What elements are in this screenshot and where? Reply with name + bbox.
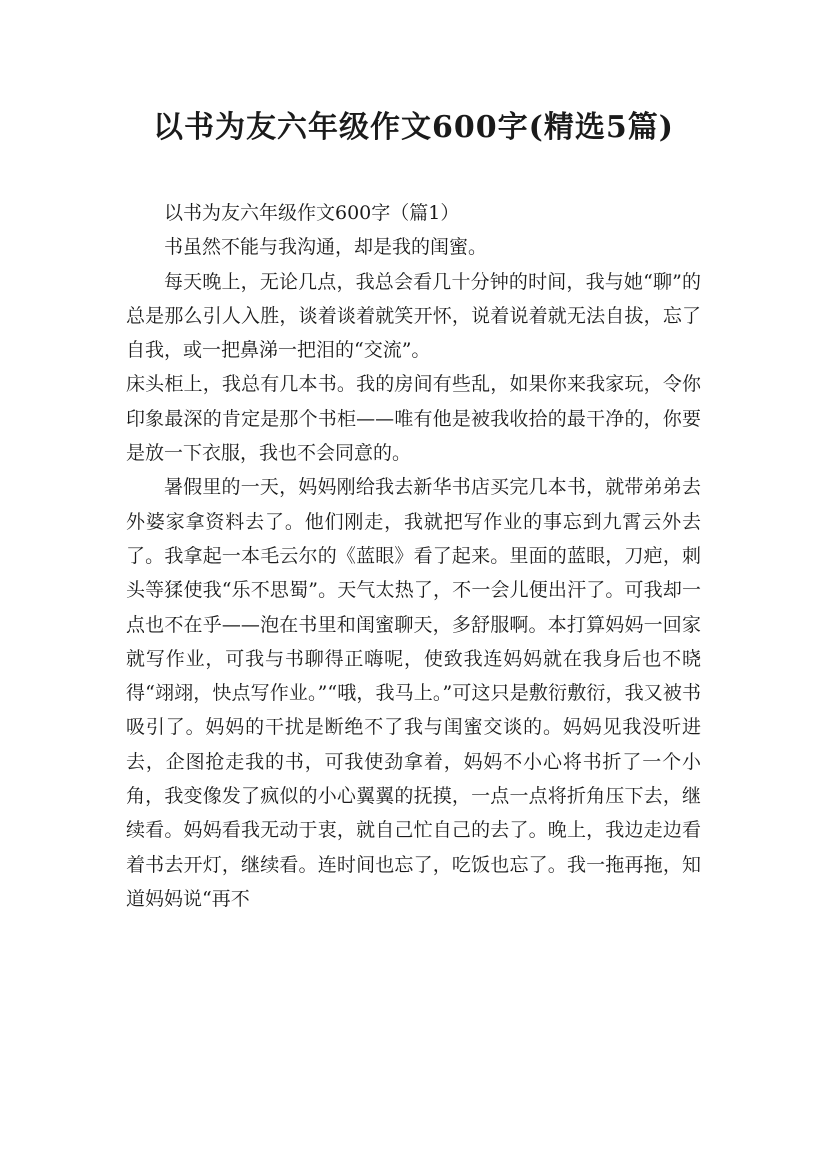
section-heading: 以书为友六年级作文600字（篇1） [164, 202, 460, 224]
paragraph: 书虽然不能与我沟通，却是我的闺蜜。 [164, 236, 488, 259]
paragraph: 暑假里的一天，妈妈刚给我去新华书店买完几本书，就带弟弟去外婆家拿资料去了。他们刚走，我就把写作业的事忘到九霄云外去了。我拿起一本毛云尔的《蓝眼》看了起来。里面的蓝眼，刀疤，刺头等猱使我“乐不思蜀”。天气太热了，不一会儿便出汗了。可我却一点也不在乎——泡在书里和闺蜜聊天，多舒服啊。本打算妈妈一回家就写作业，可我与书聊得正嗨呢，使致我连妈妈就在我身后也不晓得“翊翊，快点写作业。”“哦，我马上。”可这只是敷衍敷衍，我又被书吸引了。妈妈的干扰是断绝不了我与闺蜜交谈的。妈妈见我没听进去，企图抢走我的书，可我使劲拿着，妈妈不小心将书折了一个小角，我变像发了疯似的小心翼翼的抚摸，一点一点将折角压下去，继续看。妈妈看我无动于衷，就自己忙自己的去了。晚上，我边走边看着书去开灯，继续看。连时间也忘了，吃饭也忘了。我一拖再拖，知道妈妈说“再不 [126, 476, 701, 910]
paragraph: 每天晚上，无论几点，我总会看几十分钟的时间，我与她“聊”的总是那么引人入胜，谈着谈着就笑开怀，说着说着就无法自拔，忘了自我，或一把鼻涕一把泪的“交流”。 [126, 270, 701, 362]
document-body [126, 196, 701, 916]
paragraph: 床头柜上，我总有几本书。我的房间有些乱，如果你来我家玩，令你印象最深的肯定是那个书柜——唯有他是被我收拾的最干净的，你要是放一下衣服，我也不会同意的。 [126, 373, 701, 465]
document-title: 以书为友六年级作文600字(精选5篇) [153, 110, 674, 145]
